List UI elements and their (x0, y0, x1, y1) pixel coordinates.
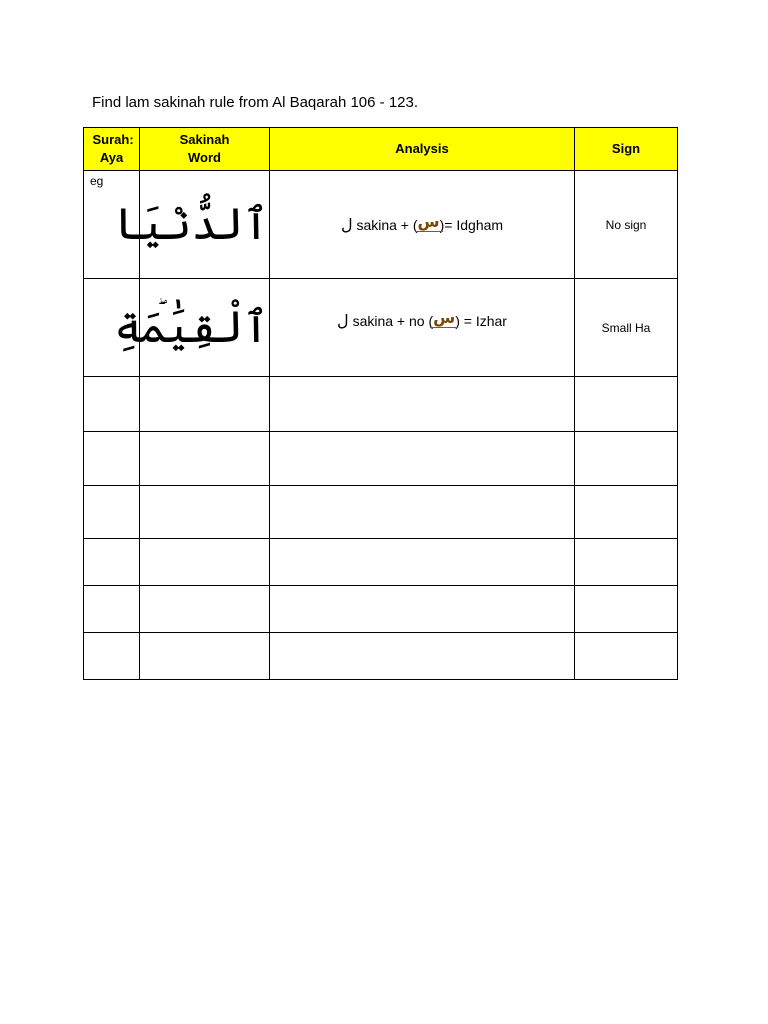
table-row (84, 171, 678, 279)
analysis-text (270, 308, 574, 330)
header-analysis: Analysis (270, 128, 575, 171)
table-row (84, 539, 678, 586)
table-row (84, 633, 678, 680)
empty-cell[interactable] (270, 633, 575, 680)
header-row (84, 128, 678, 171)
empty-cell[interactable] (575, 586, 678, 633)
header-sign: Sign (575, 128, 678, 171)
empty-cell[interactable] (270, 377, 575, 432)
table-row (84, 486, 678, 539)
analysis-before: sakina + ( (356, 217, 418, 233)
worksheet-title: Find lam sakinah rule from Al Baqarah 106 - 123. (92, 94, 419, 111)
seen-letter: س (433, 308, 456, 327)
empty-cell[interactable] (270, 432, 575, 486)
cell-analysis (270, 171, 575, 279)
empty-cell[interactable] (575, 486, 678, 539)
analysis-before: sakina + no ( (352, 313, 434, 329)
sign-text: Small Ha (601, 320, 651, 335)
arabic-word-alqiyamah: ٱلْقِيَٰمَةِ (114, 301, 269, 353)
cell-sign (575, 279, 678, 377)
example-label: eg (90, 174, 104, 188)
empty-cell[interactable] (140, 633, 270, 680)
table-row (84, 432, 678, 486)
cell-sakinah-word (114, 279, 270, 377)
empty-cell[interactable] (270, 586, 575, 633)
empty-cell[interactable] (140, 377, 270, 432)
empty-cell[interactable] (575, 633, 678, 680)
table-row (84, 586, 678, 633)
empty-cell[interactable] (84, 486, 140, 539)
analysis-text (270, 212, 574, 234)
cell-analysis (270, 279, 575, 377)
analysis-after: )= Idgham (439, 217, 504, 233)
table-row (84, 279, 678, 377)
empty-cell[interactable] (84, 539, 140, 586)
cell-sakinah-word (114, 171, 270, 279)
header-sakinah-word: Sakinah Word (140, 128, 270, 171)
lam-sakinah-table (83, 127, 678, 680)
empty-cell[interactable] (84, 586, 140, 633)
cell-surah-aya (84, 171, 140, 279)
lam-letter: ل (340, 215, 353, 234)
empty-cell[interactable] (270, 486, 575, 539)
lam-letter: ل (337, 311, 349, 330)
empty-cell[interactable] (270, 539, 575, 586)
empty-cell[interactable] (575, 539, 678, 586)
empty-cell[interactable] (84, 633, 140, 680)
empty-cell[interactable] (575, 377, 678, 432)
empty-cell[interactable] (140, 486, 270, 539)
analysis-after: ) = Izhar (455, 313, 507, 329)
header-surah-aya: Surah: Aya (84, 128, 140, 171)
cell-sign (575, 171, 678, 279)
empty-cell[interactable] (84, 377, 140, 432)
sign-text: No sign (605, 217, 647, 232)
empty-cell[interactable] (140, 432, 270, 486)
empty-cell[interactable] (140, 539, 270, 586)
table-row (84, 377, 678, 432)
empty-cell[interactable] (140, 586, 270, 633)
arabic-word-aldunya: ٱلدُّنْيَا (114, 198, 269, 250)
empty-cell[interactable] (575, 432, 678, 486)
seen-letter: س (417, 212, 440, 231)
empty-cell[interactable] (84, 432, 140, 486)
